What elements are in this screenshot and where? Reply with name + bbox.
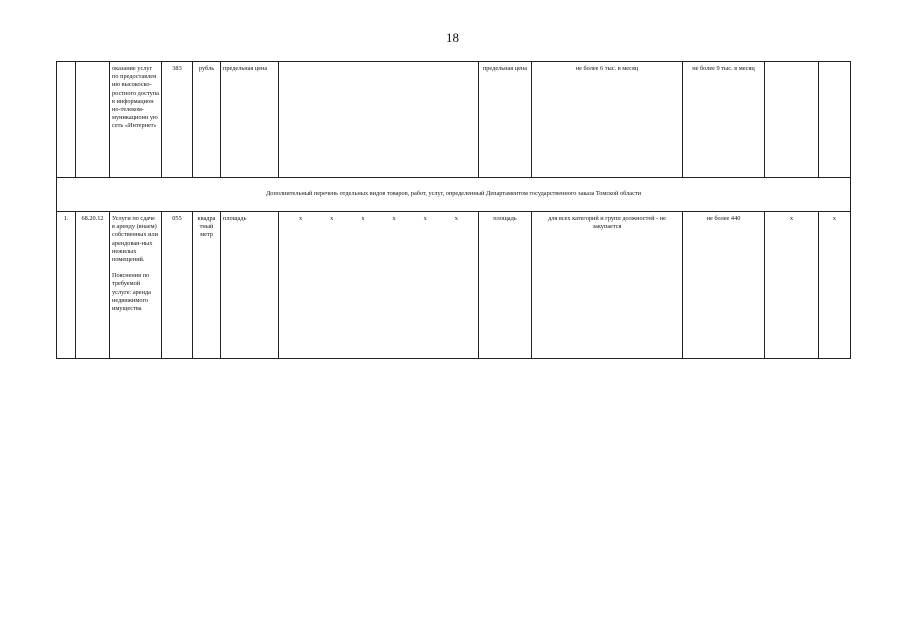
extra-cell-1: [765, 62, 819, 178]
extra-cell-2: [819, 62, 851, 178]
table-row: [57, 62, 851, 178]
extra-cell-2: х: [819, 212, 851, 359]
row-number: [57, 62, 76, 178]
x-mark: х: [330, 215, 334, 222]
item-name-note: Пояснения по требуемой услуге: аренда недвижимого имущества: [112, 272, 151, 313]
item-name: [110, 212, 162, 359]
section-title: Дополнительный перечень отдельных видов товаров, работ, услуг, определенный Департаментом государственного заказа Томской области: [57, 178, 851, 212]
procurement-table: [56, 61, 851, 359]
item-name-text: оказание услуг по предоставлен ию высокоско-ростного доступа в информацион но-телеком-муникационн ую сеть «Интернет»: [112, 65, 159, 130]
okpd-code: [76, 62, 110, 178]
item-name-text: Услуги по сдаче в аренду (внаем) собственных или арендован-ных нежилых помещений.: [112, 215, 158, 264]
x-mark: х: [299, 215, 303, 222]
x-marks: [281, 215, 476, 223]
page-number: 18: [446, 30, 459, 45]
value-cell-1: не более 6 тыс. в месяц: [532, 62, 683, 178]
approved-values-cell: [279, 212, 479, 359]
row-number: 1.: [57, 212, 76, 359]
unit-name: квадра тный метр: [193, 212, 221, 359]
okei-code: 383: [162, 62, 193, 178]
section-row: [57, 178, 851, 212]
value-cell-2: не более 9 тыс. в месяц: [683, 62, 765, 178]
characteristic-name-2: предельная цена: [479, 62, 532, 178]
characteristic-name: предельная цена: [221, 62, 279, 178]
characteristic-name-2: площадь: [479, 212, 532, 359]
x-mark: х: [423, 215, 427, 222]
extra-cell-1: х: [765, 212, 819, 359]
value-cell-2: не более 440: [683, 212, 765, 359]
x-mark: х: [454, 215, 458, 222]
table-row: [57, 212, 851, 359]
okpd-code: 68.20.12: [76, 212, 110, 359]
unit-name: рубль: [193, 62, 221, 178]
approved-values-cell: [279, 62, 479, 178]
x-mark: х: [392, 215, 396, 222]
item-name: [110, 62, 162, 178]
characteristic-name: площадь: [221, 212, 279, 359]
x-mark: х: [361, 215, 365, 222]
value-cell-1: для всех категорий и групп должностей - не закупается: [532, 212, 683, 359]
okei-code: 055: [162, 212, 193, 359]
